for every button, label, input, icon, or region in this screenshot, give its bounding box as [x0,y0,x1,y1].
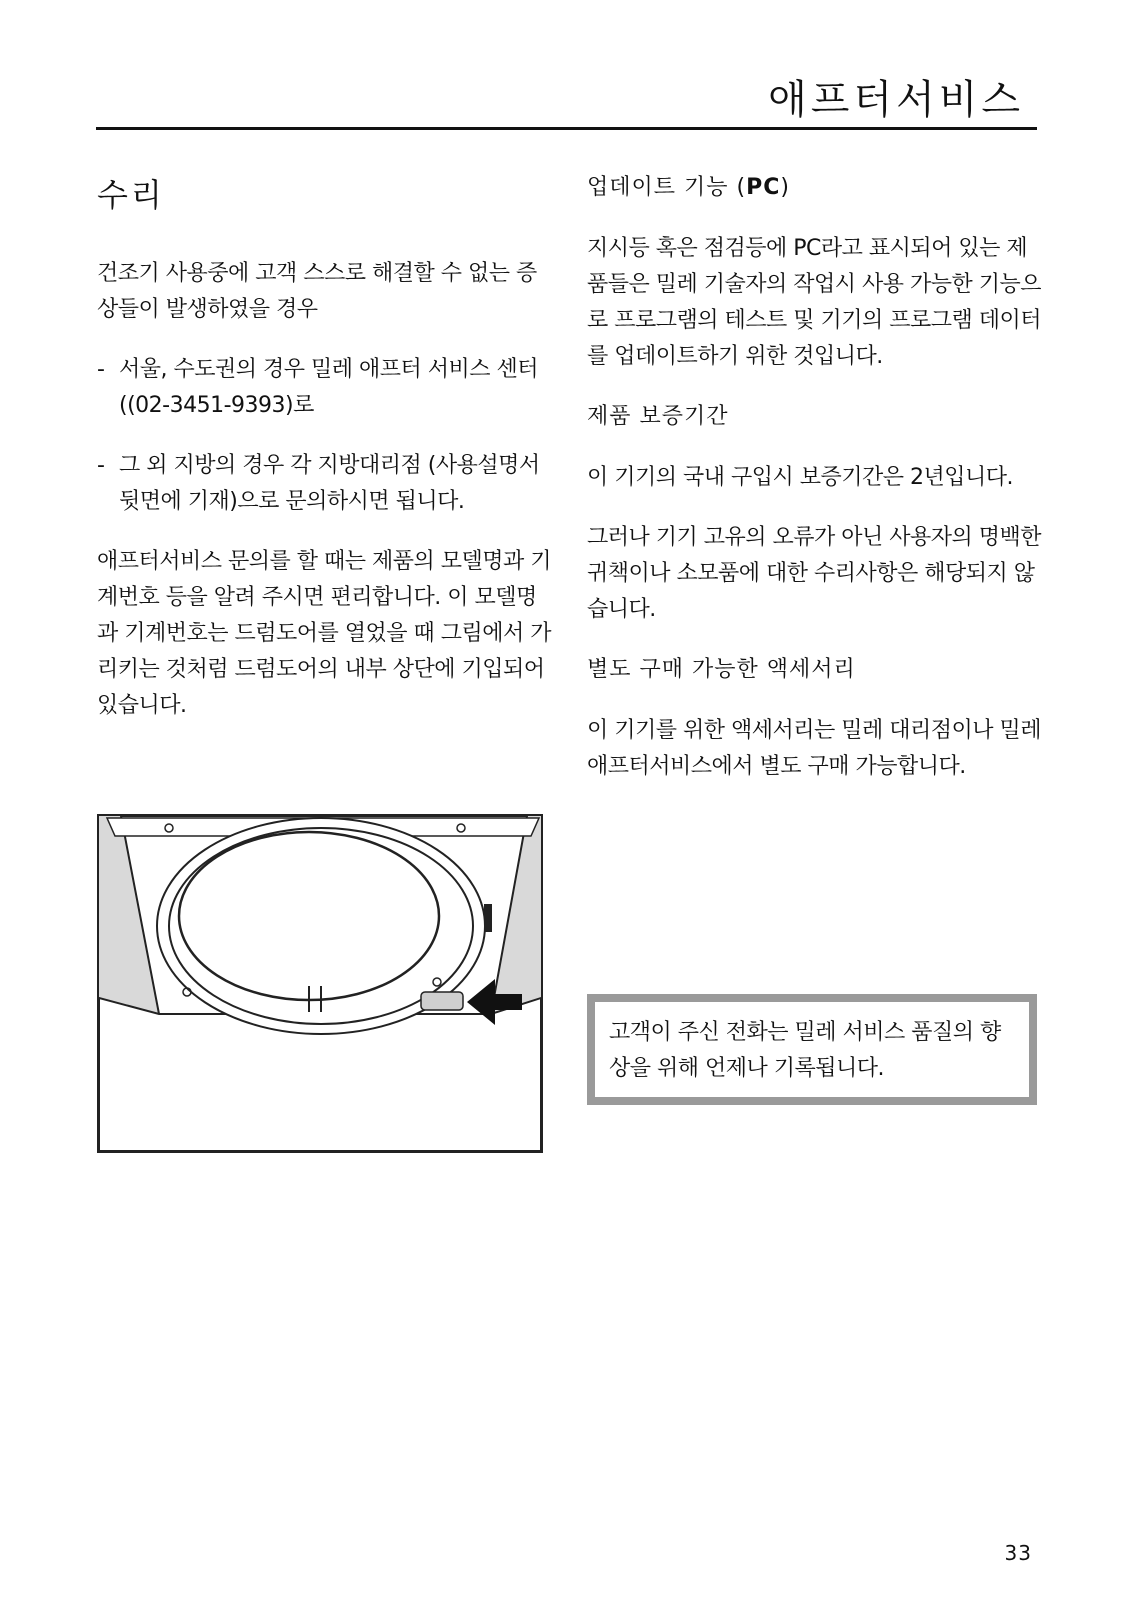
update-title-pc: PC [746,175,781,200]
dryer-door-illustration [97,814,543,1153]
update-title-suffix: ) [780,175,790,200]
update-title-prefix: 업데이트 기능 ( [587,175,747,200]
left-column [97,170,552,748]
model-number-paragraph: 애프터서비스 문의를 할 때는 제품의 모델명과 기계번호 등을 알려 주시면 편리합니다. 이 모델명과 기계번호는 드럼도어를 열었을 때 그림에서 가리키는 것처럼 드럼도어의 내부 상단에 기입되어 있습니다. [97,549,552,718]
warranty-section-title: 제품 보증기간 [587,404,729,429]
warranty-text-1: 이 기기의 국내 구입시 보증기간은 2년입니다. [587,465,1013,490]
repair-item-regional [97,448,552,520]
call-recording-notice [587,994,1037,1105]
repair-item-seoul [97,352,552,424]
right-column [587,170,1042,809]
accessories-text: 이 기기를 위한 액세서리는 밀레 대리점이나 밀레 애프터서비스에서 별도 구매 가능합니다. [587,718,1042,779]
update-text: 지시등 혹은 점검등에 PC라고 표시되어 있는 제품들은 밀레 기술자의 작업시 사용 가능한 기능으로 프로그램의 테스트 및 기기의 프로그램 데이터를 업데이트하기 위한 것입니다. [587,236,1042,369]
bullet-dash: - [97,453,105,478]
header-divider [96,127,1037,130]
call-recording-notice-text: 고객이 주신 전화는 밀레 서비스 품질의 향상을 위해 언제나 기록됩니다. [609,1020,1001,1081]
accessories-section-title: 별도 구매 가능한 액세서리 [587,657,856,682]
repair-item-regional-text: 그 외 지방의 경우 각 지방대리점 (사용설명서 뒷면에 기재)으로 문의하시면 됩니다. [119,453,540,514]
bullet-dash: - [97,357,105,382]
repair-item-seoul-text: 서울, 수도권의 경우 밀레 애프터 서비스 센터((02-3451-9393)로 [119,357,538,418]
page-header-title: 애프터서비스 [768,77,1024,123]
repair-intro: 건조기 사용중에 고객 스스로 해결할 수 없는 증상들이 발생하였을 경우 [97,261,537,322]
update-section-title [587,170,1042,201]
repair-section-title: 수리 [97,176,165,214]
page-number: 33 [1004,1541,1032,1565]
warranty-text-2: 그러나 기기 고유의 오류가 아닌 사용자의 명백한 귀책이나 소모품에 대한 수리사항은 해당되지 않습니다. [587,525,1042,622]
